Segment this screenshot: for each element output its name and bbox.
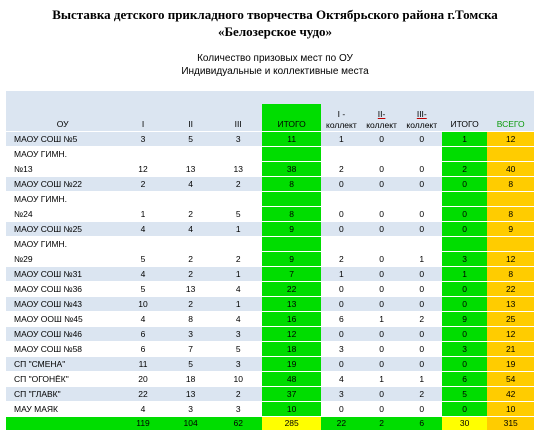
cell-itogo-individual: 9 <box>262 252 321 267</box>
cell-vsego-spacer <box>487 192 534 207</box>
cell-ou: МАОУ ГИМН. <box>6 147 119 162</box>
cell-ii-collective: 0 <box>361 252 401 267</box>
total-iii-collective: 6 <box>402 417 442 431</box>
cell-itogo-individual-spacer <box>262 147 321 162</box>
cell-i-collective: 0 <box>321 402 361 417</box>
cell-ii-collective: 0 <box>361 207 401 222</box>
table-row <box>6 192 534 207</box>
cell-i-collective: 1 <box>321 267 361 282</box>
table-row <box>6 222 534 237</box>
cell-i: 12 <box>119 162 167 177</box>
cell-vsego: 19 <box>487 357 534 372</box>
cell-i-collective: 0 <box>321 207 361 222</box>
subtitle-line-2: Индивидуальные и коллективные места <box>181 66 369 77</box>
cell-iii: 2 <box>214 387 262 402</box>
cell-i: 5 <box>119 282 167 297</box>
cell-ii: 8 <box>167 312 215 327</box>
cell-i: 1 <box>119 207 167 222</box>
cell-itogo-collective: 3 <box>442 342 487 357</box>
cell-i: 22 <box>119 387 167 402</box>
cell-i: 4 <box>119 312 167 327</box>
total-i-collective: 22 <box>321 417 361 431</box>
cell-ou: МАОУ СОШ №22 <box>6 177 119 192</box>
cell-itogo-individual: 18 <box>262 342 321 357</box>
cell-i-spacer <box>119 237 167 252</box>
cell-ou: МАОУ СОШ №36 <box>6 282 119 297</box>
cell-ou: МАОУ СОШ №46 <box>6 327 119 342</box>
cell-vsego: 22 <box>487 282 534 297</box>
cell-ii-collective: 0 <box>361 402 401 417</box>
cell-itogo-collective: 5 <box>442 387 487 402</box>
cell-iii: 5 <box>214 207 262 222</box>
cell-itogo-individual: 7 <box>262 267 321 282</box>
cell-i-collective: 0 <box>321 177 361 192</box>
cell-ii: 13 <box>167 387 215 402</box>
cell-iii-collective: 0 <box>402 342 442 357</box>
cell-iii-collective: 0 <box>402 297 442 312</box>
cell-ou: МАУ МАЯК <box>6 402 119 417</box>
cell-iii-collective: 0 <box>402 132 442 147</box>
cell-itogo-collective: 0 <box>442 222 487 237</box>
cell-ii-collective: 0 <box>361 357 401 372</box>
cell-iii: 1 <box>214 267 262 282</box>
cell-ii-collective: 0 <box>361 282 401 297</box>
cell-itogo-collective: 6 <box>442 372 487 387</box>
table-row-continued <box>6 207 534 222</box>
cell-ou: МАОУ СОШ №5 <box>6 132 119 147</box>
cell-itogo-collective: 0 <box>442 282 487 297</box>
cell-itogo-collective-spacer <box>442 237 487 252</box>
table-header-row <box>6 104 534 132</box>
cell-itogo-individual: 11 <box>262 132 321 147</box>
cell-iii-collective-spacer <box>402 147 442 162</box>
cell-i-collective: 4 <box>321 372 361 387</box>
cell-ii: 4 <box>167 177 215 192</box>
table-row <box>6 327 534 342</box>
cell-vsego: 42 <box>487 387 534 402</box>
table-row-continued <box>6 252 534 267</box>
title-line-2: «Белозерское чудо» <box>217 24 333 39</box>
cell-i-collective: 0 <box>321 222 361 237</box>
header-i-collective <box>321 104 361 132</box>
table-row-continued <box>6 162 534 177</box>
cell-ii-collective: 0 <box>361 222 401 237</box>
cell-ii: 18 <box>167 372 215 387</box>
cell-ii: 5 <box>167 357 215 372</box>
cell-iii: 2 <box>214 177 262 192</box>
cell-itogo-collective: 9 <box>442 312 487 327</box>
page-subtitle <box>0 52 550 78</box>
table-top-band <box>6 91 534 104</box>
cell-itogo-collective-spacer <box>442 147 487 162</box>
header-ii-collective-top: II- <box>377 109 386 119</box>
table-row <box>6 267 534 282</box>
cell-ou-line2: №24 <box>6 207 119 222</box>
total-itogo-individual: 285 <box>262 417 321 431</box>
header-iii-collective-top: III- <box>416 109 427 119</box>
cell-ii-spacer <box>167 237 215 252</box>
cell-iii: 2 <box>214 252 262 267</box>
cell-i: 4 <box>119 222 167 237</box>
cell-i: 10 <box>119 297 167 312</box>
cell-vsego: 8 <box>487 207 534 222</box>
cell-ii-collective: 0 <box>361 132 401 147</box>
table-row <box>6 372 534 387</box>
cell-itogo-collective: 3 <box>442 252 487 267</box>
cell-ii-spacer <box>167 147 215 162</box>
cell-iii-collective: 2 <box>402 312 442 327</box>
table-row <box>6 237 534 252</box>
title-line-1: Выставка детского прикладного творчества Октябрьского района г.Томска <box>52 7 498 22</box>
table-row <box>6 297 534 312</box>
cell-itogo-individual-spacer <box>262 237 321 252</box>
cell-ii: 13 <box>167 282 215 297</box>
cell-i-collective-spacer <box>321 147 361 162</box>
cell-i-collective: 1 <box>321 132 361 147</box>
cell-vsego: 12 <box>487 327 534 342</box>
cell-iii-spacer <box>214 147 262 162</box>
cell-vsego: 10 <box>487 402 534 417</box>
total-itogo-collective: 30 <box>442 417 487 431</box>
cell-iii-collective: 0 <box>402 327 442 342</box>
cell-i: 11 <box>119 357 167 372</box>
cell-itogo-collective: 0 <box>442 297 487 312</box>
table-row <box>6 312 534 327</box>
cell-ou: МАОУ СОШ №43 <box>6 297 119 312</box>
cell-ii-collective: 1 <box>361 372 401 387</box>
cell-i: 2 <box>119 177 167 192</box>
cell-vsego: 40 <box>487 162 534 177</box>
cell-ou-line2: №29 <box>6 252 119 267</box>
cell-ou: СП "ГЛАВК" <box>6 387 119 402</box>
subtitle-line-1: Количество призовых мест по ОУ <box>197 53 353 64</box>
cell-iii: 1 <box>214 297 262 312</box>
totals-row <box>6 417 534 431</box>
totals-label-cell <box>6 417 119 431</box>
cell-vsego: 12 <box>487 132 534 147</box>
cell-ii: 5 <box>167 132 215 147</box>
cell-iii-spacer <box>214 192 262 207</box>
cell-iii-collective-spacer <box>402 192 442 207</box>
cell-iii-collective: 0 <box>402 282 442 297</box>
cell-ou: МАОУ ГИМН. <box>6 192 119 207</box>
table-row <box>6 282 534 297</box>
cell-ii-collective: 0 <box>361 342 401 357</box>
cell-vsego: 21 <box>487 342 534 357</box>
total-ii-collective: 2 <box>361 417 401 431</box>
table-row <box>6 177 534 192</box>
cell-ii-collective: 0 <box>361 267 401 282</box>
cell-itogo-individual: 12 <box>262 327 321 342</box>
cell-ii: 2 <box>167 252 215 267</box>
table-row <box>6 342 534 357</box>
cell-vsego: 8 <box>487 267 534 282</box>
cell-ii-collective: 0 <box>361 387 401 402</box>
cell-ii-collective: 0 <box>361 177 401 192</box>
cell-i-collective-spacer <box>321 192 361 207</box>
cell-itogo-collective: 0 <box>442 177 487 192</box>
cell-i-collective: 3 <box>321 387 361 402</box>
header-i: I <box>119 104 167 132</box>
cell-ii: 3 <box>167 402 215 417</box>
header-i-collective-bottom: коллект <box>326 120 357 130</box>
table-row <box>6 387 534 402</box>
cell-i-collective: 0 <box>321 357 361 372</box>
cell-itogo-individual: 13 <box>262 297 321 312</box>
total-iii: 62 <box>214 417 262 431</box>
cell-i-collective-spacer <box>321 237 361 252</box>
cell-itogo-individual: 10 <box>262 402 321 417</box>
cell-iii: 3 <box>214 132 262 147</box>
table-row <box>6 147 534 162</box>
cell-vsego-spacer <box>487 147 534 162</box>
cell-iii-collective: 1 <box>402 252 442 267</box>
cell-vsego: 13 <box>487 297 534 312</box>
cell-ii: 2 <box>167 267 215 282</box>
cell-i: 3 <box>119 132 167 147</box>
cell-i-collective: 2 <box>321 162 361 177</box>
total-vsego: 315 <box>487 417 534 431</box>
cell-i-spacer <box>119 147 167 162</box>
cell-i-collective: 3 <box>321 342 361 357</box>
cell-i-collective: 2 <box>321 252 361 267</box>
total-ii: 104 <box>167 417 215 431</box>
cell-itogo-individual: 8 <box>262 177 321 192</box>
cell-ii: 2 <box>167 297 215 312</box>
cell-itogo-collective: 0 <box>442 402 487 417</box>
cell-itogo-individual: 37 <box>262 387 321 402</box>
cell-itogo-individual: 48 <box>262 372 321 387</box>
cell-i-collective: 6 <box>321 312 361 327</box>
header-itogo-individual: ИТОГО <box>262 104 321 132</box>
cell-ii: 3 <box>167 327 215 342</box>
cell-i-collective: 0 <box>321 327 361 342</box>
cell-itogo-collective: 0 <box>442 327 487 342</box>
cell-vsego: 12 <box>487 252 534 267</box>
cell-itogo-individual: 8 <box>262 207 321 222</box>
cell-iii: 3 <box>214 327 262 342</box>
total-i: 119 <box>119 417 167 431</box>
cell-itogo-individual: 19 <box>262 357 321 372</box>
cell-vsego: 54 <box>487 372 534 387</box>
cell-ou: МАОУ СОШ №31 <box>6 267 119 282</box>
cell-iii: 13 <box>214 162 262 177</box>
cell-vsego: 9 <box>487 222 534 237</box>
header-ii-collective-bottom: коллект <box>366 120 397 130</box>
cell-iii-spacer <box>214 237 262 252</box>
header-vsego: ВСЕГО <box>487 104 534 132</box>
cell-itogo-individual: 9 <box>262 222 321 237</box>
cell-ou: СП "СМЕНА" <box>6 357 119 372</box>
cell-ii: 13 <box>167 162 215 177</box>
cell-vsego: 25 <box>487 312 534 327</box>
cell-iii-collective: 2 <box>402 387 442 402</box>
cell-i: 5 <box>119 252 167 267</box>
cell-ii-collective-spacer <box>361 147 401 162</box>
cell-ii: 4 <box>167 222 215 237</box>
cell-i: 6 <box>119 342 167 357</box>
cell-ou: МАОУ СОШ №58 <box>6 342 119 357</box>
cell-iii-collective: 0 <box>402 402 442 417</box>
cell-ii-spacer <box>167 192 215 207</box>
cell-itogo-individual: 16 <box>262 312 321 327</box>
cell-i-spacer <box>119 192 167 207</box>
cell-ou: МАОУ ООШ №45 <box>6 312 119 327</box>
header-ii-collective <box>361 104 401 132</box>
cell-itogo-individual: 38 <box>262 162 321 177</box>
table-row <box>6 402 534 417</box>
cell-i-collective: 0 <box>321 297 361 312</box>
table-row <box>6 132 534 147</box>
cell-iii: 3 <box>214 402 262 417</box>
cell-i: 4 <box>119 402 167 417</box>
cell-itogo-collective: 0 <box>442 357 487 372</box>
cell-ou-line2: №13 <box>6 162 119 177</box>
cell-iii-collective: 0 <box>402 267 442 282</box>
cell-iii: 4 <box>214 312 262 327</box>
cell-ii-collective-spacer <box>361 237 401 252</box>
cell-iii: 5 <box>214 342 262 357</box>
cell-itogo-collective: 1 <box>442 267 487 282</box>
header-iii-collective <box>402 104 442 132</box>
cell-iii-collective: 0 <box>402 357 442 372</box>
header-i-collective-top: I - <box>337 109 346 119</box>
cell-itogo-individual: 22 <box>262 282 321 297</box>
header-ii: II <box>167 104 215 132</box>
cell-ii: 7 <box>167 342 215 357</box>
cell-iii: 3 <box>214 357 262 372</box>
cell-ii-collective: 1 <box>361 312 401 327</box>
cell-vsego-spacer <box>487 237 534 252</box>
cell-iii-collective: 0 <box>402 162 442 177</box>
cell-ou: МАОУ ГИМН. <box>6 237 119 252</box>
cell-ii-collective: 0 <box>361 162 401 177</box>
cell-itogo-collective: 2 <box>442 162 487 177</box>
header-itogo-collective: ИТОГО <box>442 104 487 132</box>
cell-ou: МАОУ СОШ №25 <box>6 222 119 237</box>
cell-vsego: 8 <box>487 177 534 192</box>
cell-ii: 2 <box>167 207 215 222</box>
cell-iii: 10 <box>214 372 262 387</box>
cell-i: 6 <box>119 327 167 342</box>
cell-itogo-individual-spacer <box>262 192 321 207</box>
cell-iii-collective: 1 <box>402 372 442 387</box>
cell-itogo-collective: 0 <box>442 207 487 222</box>
cell-iii-collective: 0 <box>402 177 442 192</box>
cell-i: 20 <box>119 372 167 387</box>
header-iii-collective-bottom: коллект <box>406 120 438 130</box>
cell-iii: 1 <box>214 222 262 237</box>
cell-itogo-collective: 1 <box>442 132 487 147</box>
cell-ii-collective: 0 <box>361 327 401 342</box>
cell-ou: СП "ОГОНЁК" <box>6 372 119 387</box>
header-ou: ОУ <box>6 104 119 132</box>
table-row <box>6 357 534 372</box>
cell-iii: 4 <box>214 282 262 297</box>
cell-i: 4 <box>119 267 167 282</box>
cell-itogo-collective-spacer <box>442 192 487 207</box>
cell-i-collective: 0 <box>321 282 361 297</box>
header-iii: III <box>214 104 262 132</box>
cell-iii-collective-spacer <box>402 237 442 252</box>
cell-iii-collective: 0 <box>402 207 442 222</box>
prize-table <box>6 104 534 431</box>
page-title <box>0 6 550 40</box>
cell-ii-collective: 0 <box>361 297 401 312</box>
cell-ii-collective-spacer <box>361 192 401 207</box>
cell-iii-collective: 0 <box>402 222 442 237</box>
